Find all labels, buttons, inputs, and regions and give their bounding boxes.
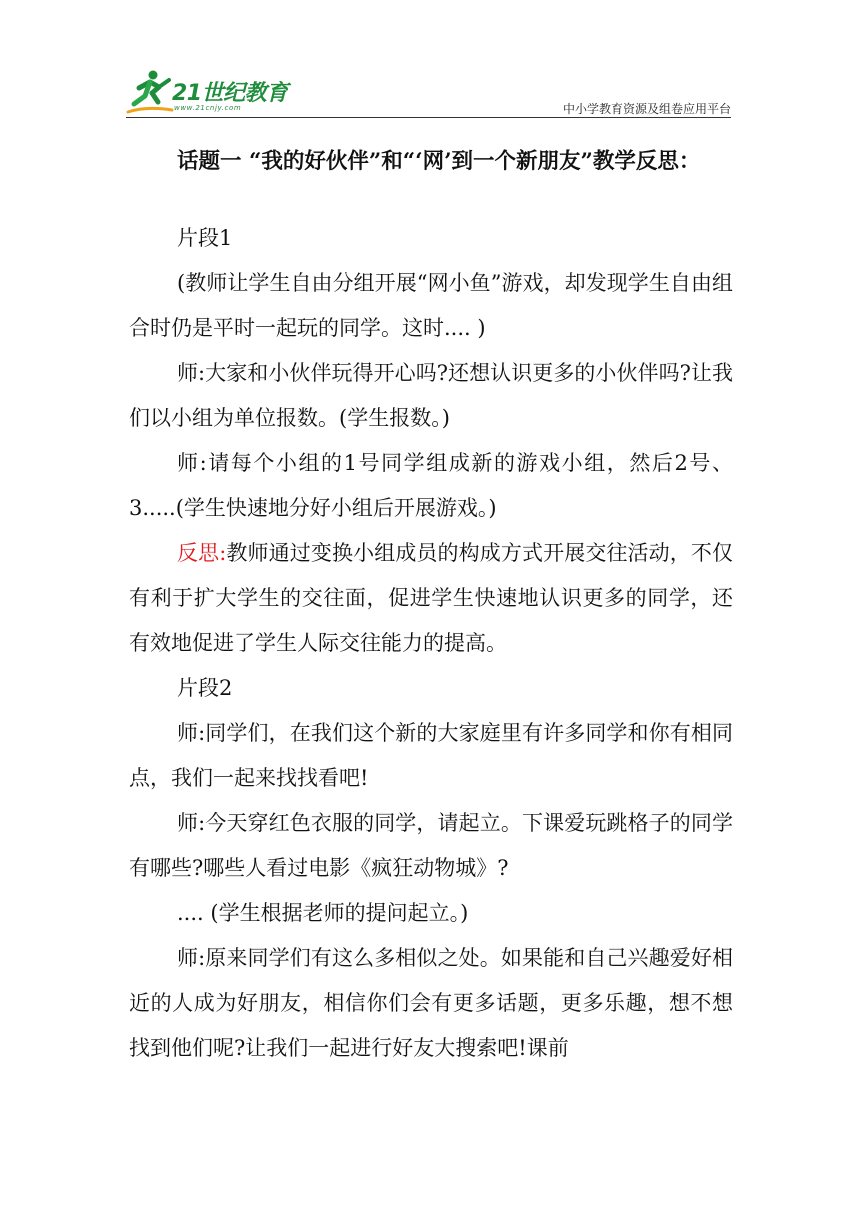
logo-text: 21世纪教育 <box>172 81 288 106</box>
paragraph: 片段2 <box>177 676 233 700</box>
document-body <box>129 138 733 1071</box>
paragraph: 师:请每个小组的1号同学组成新的游戏小组，然后2号、3.....(学生快速地分好小组后开展游戏。) <box>129 451 733 520</box>
paragraph: .... (学生根据老师的提问起立。) <box>177 901 469 925</box>
logo <box>126 66 296 116</box>
document-title: 话题一 “我的好伙伴”和“‘网’到一个新朋友”教学反思： <box>177 149 701 174</box>
runner-logo-icon <box>126 66 174 116</box>
logo-url: www.21cnjy.com <box>174 104 242 112</box>
reflection-text: 教师通过变换小组成员的构成方式开展交往活动，不仅有利于扩大学生的交往面，促进学生快速地认识更多的同学，还有效地促进了学生人际交往能力的提高。 <box>129 541 734 655</box>
reflection-paragraph <box>129 531 733 666</box>
paragraph: 片段1 <box>177 226 233 250</box>
header-divider <box>126 117 731 118</box>
header-tagline: 中小学教育资源及组卷应用平台 <box>562 102 731 116</box>
paragraph: 师:同学们，在我们这个新的大家庭里有许多同学和你有相同点，我们一起来找找看吧! <box>129 721 733 790</box>
paragraph: 师:今天穿红色衣服的同学，请起立。下课爱玩跳格子的同学有哪些?哪些人看过电影《疯狂动物城》? <box>129 811 733 880</box>
paragraph: 师:大家和小伙伴玩得开心吗?还想认识更多的小伙伴吗?让我们以小组为单位报数。(学生报数。) <box>129 361 733 430</box>
spacer <box>129 185 733 216</box>
reflection-label: 反思: <box>177 541 227 565</box>
page-header <box>126 66 731 118</box>
paragraph: (教师让学生自由分组开展“网小鱼”游戏，却发现学生自由组合时仍是平时一起玩的同学。这时.... ) <box>129 271 733 340</box>
paragraph: 师:原来同学们有这么多相似之处。如果能和自己兴趣爱好相近的人成为好朋友，相信你们会有更多话题，更多乐趣，想不想找到他们呢?让我们一起进行好友大搜索吧!课前 <box>129 946 733 1060</box>
